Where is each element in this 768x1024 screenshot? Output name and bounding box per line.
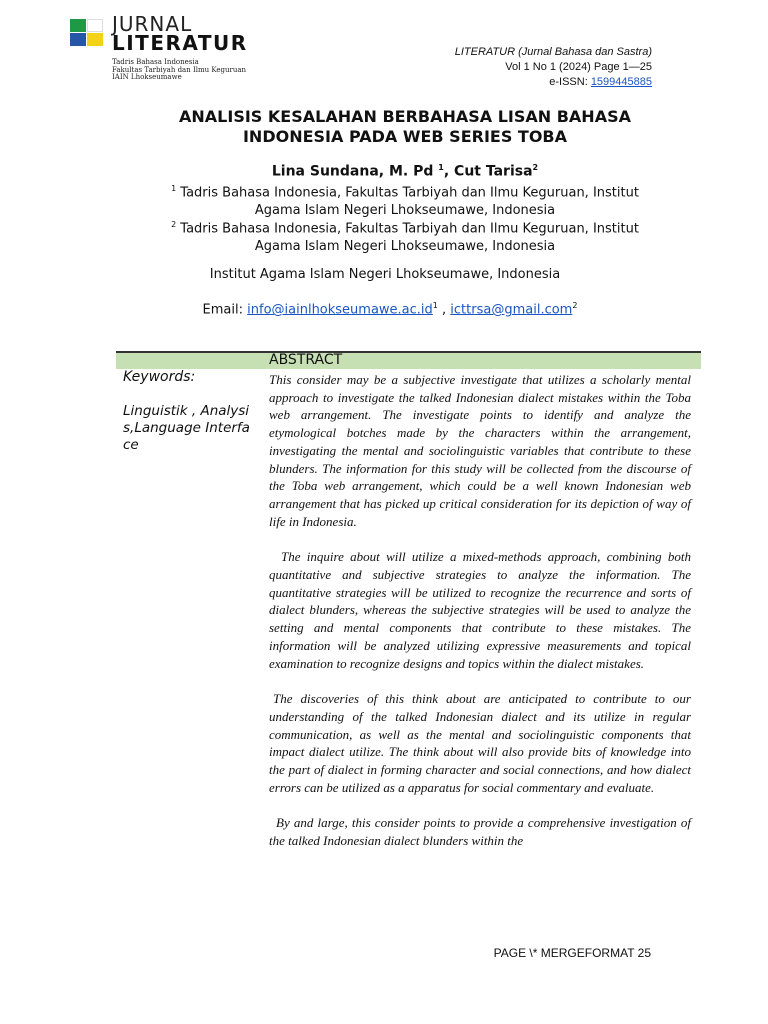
abstract-paragraph: This consider may be a subjective investigate that utilizes a scholarly mental approach to investigate the talked Indonesian dialect mistakes within the Toba web arrangement. The investigate points to identify and analyze the etymological botches made by the characters within the arrangement, investigating the mental and sociolinguistic variables that contribute to these blunders. The information for this study will be collected from the discourse of the Toba web arrangement, which could be a well known Indonesian web arrangement that has picked up critical consideration for its depiction of way of life in Indonesia.: [269, 372, 691, 529]
logo-blue-square: [70, 33, 86, 46]
affiliation-line: [120, 216, 690, 238]
email-line: [120, 301, 660, 317]
logo-white-square: [87, 19, 103, 32]
affiliation-line: Agama Islam Negeri Lhokseumawe, Indonesia: [254, 238, 556, 254]
author-separator: ,: [443, 163, 455, 180]
affiliation-mark: 1: [171, 184, 177, 193]
title-line: INDONESIA PADA WEB SERIES TOBA: [242, 127, 568, 146]
page-footer: PAGE \* MERGEFORMAT 25: [493, 946, 651, 960]
institution: Institut Agama Islam Negeri Lhokseumawe, Indonesia: [209, 267, 561, 282]
logo-green-square: [70, 19, 86, 32]
abstract-heading: ABSTRACT: [269, 352, 343, 368]
email-mark: 1: [432, 301, 438, 310]
title-line: ANALISIS KESALAHAN BERBAHASA LISAN BAHASA: [179, 107, 631, 126]
affiliation-text: Tadris Bahasa Indonesia, Fakultas Tarbiyah dan Ilmu Keguruan, Institut: [180, 221, 639, 237]
email-separator: ,: [437, 302, 451, 318]
affiliation: [120, 180, 690, 219]
logo-jurnal-text: JURNAL: [112, 12, 193, 36]
journal-logo: [70, 14, 290, 84]
abstract-paragraph: The discoveries of this think about are anticipated to contribute to our understanding of the talked Indonesian dialect and its utilize in regular communication, as well as the mental and sociolinguistic components that impact dialect utilize. The think about will also provide bits of knowledge into the part of dialect in forming character and social connections, and how dialect errors can be utilized as a apparatus for social commentary and evaluate.: [269, 691, 691, 795]
affiliation-line: Agama Islam Negeri Lhokseumawe, Indonesia: [254, 202, 556, 218]
abstract-paragraph: The inquire about will utilize a mixed-methods approach, combining both quantitative and subjective strategies to analyze the information. The quantitative strategies will be utilized to recognize the recurrence and sorts of dialect blunders, whereas the subjective strategies will be used to analyze the setting and mental components that contribute to these mistakes. The information will be analyzed utilizing expressive measurements and topical examination to recognize designs and topics within the dialect mistakes.: [269, 549, 691, 671]
author-list: [120, 163, 690, 180]
affiliation-line: [120, 180, 690, 202]
logo-institution-text: Tadris Bahasa Indonesia Fakultas Tarbiyah dan Ilmu Keguruan IAIN Lhokseumawe: [112, 58, 247, 81]
email-link-1[interactable]: info@iainlhokseumawe.ac.id: [247, 302, 433, 318]
affiliation-text: Tadris Bahasa Indonesia, Fakultas Tarbiyah dan Ilmu Keguruan, Institut: [180, 185, 639, 201]
author-affiliation-mark: 1: [438, 163, 444, 172]
affiliation-mark: 2: [171, 220, 177, 229]
abstract-paragraph: By and large, this consider points to provide a comprehensive investigation of the talked Indonesian dialect blunders within the: [269, 815, 691, 849]
keywords-label: Keywords:: [123, 369, 196, 385]
email-label: Email:: [202, 302, 248, 318]
author-affiliation-mark: 2: [532, 163, 539, 172]
paper-title: [120, 107, 690, 147]
logo-yellow-square: [87, 33, 103, 46]
abstract-header-band: [116, 353, 701, 369]
issn-label: e-ISSN:: [549, 76, 591, 88]
email-mark: 2: [572, 301, 578, 310]
keywords-list: Linguistik , Analysis,Language Interface: [123, 403, 250, 453]
author-name: Lina Sundana, M. Pd: [271, 163, 434, 180]
affiliation: [120, 216, 690, 255]
abstract-body: [269, 371, 691, 868]
logo-literatur-text: LITERATUR: [112, 31, 248, 55]
email-link-2[interactable]: icttrsa@gmail.com: [450, 302, 573, 318]
author-name: Cut Tarisa: [454, 163, 533, 180]
issn-link[interactable]: 1599445885: [590, 76, 652, 88]
journal-name: LITERATUR (Jurnal Bahasa dan Sastra): [454, 46, 652, 58]
journal-issn: [455, 75, 652, 90]
journal-volume: Vol 1 No 1 (2024) Page 1—25: [505, 61, 652, 73]
journal-info: [455, 45, 652, 90]
